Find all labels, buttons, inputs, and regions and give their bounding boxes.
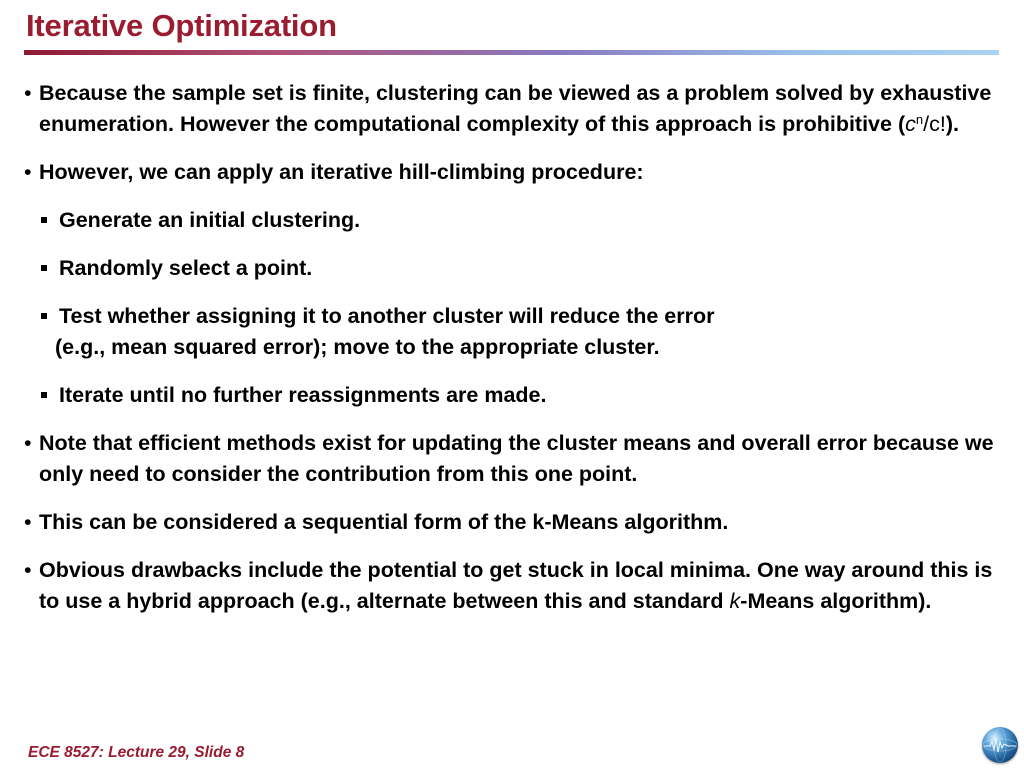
sub-bullet-item	[24, 253, 1009, 284]
sub-bullet-text: Generate an initial clustering.	[59, 208, 361, 232]
bullet-dot: •	[24, 431, 32, 455]
bullet-item	[24, 157, 1009, 188]
math-rest: /c!	[923, 112, 946, 136]
bullet-text-end: ).	[945, 112, 959, 136]
bullet-item	[24, 555, 1009, 617]
bullet-text: However, we can apply an iterative hill-climbing procedure:	[39, 160, 644, 184]
sub-bullet-text: Iterate until no further reassignments are made.	[59, 383, 547, 407]
sub-bullet-item	[24, 205, 1009, 236]
square-bullet-icon	[41, 392, 47, 398]
math-k: k	[729, 589, 741, 613]
bullet-dot: •	[24, 160, 32, 184]
bullet-text: This can be considered a sequential form of the k-Means algorithm.	[39, 510, 729, 534]
bullet-dot: •	[24, 558, 32, 582]
sub-bullet-item	[24, 380, 1009, 411]
bullet-text: Obvious drawbacks include the potential to get stuck in local minima. One way around this is to use a hybrid approach (e.g., alternate between this and standard	[39, 558, 993, 613]
bullet-text: Because the sample set is finite, clustering can be viewed as a problem solved by exhaustive enumeration. However the computational complexity of this approach is prohibitive (	[39, 81, 992, 136]
sub-bullet-text: Test whether assigning it to another cluster will reduce the error	[59, 304, 715, 328]
bullet-item	[24, 507, 1009, 538]
sub-bullet-text-line2: (e.g., mean squared error); move to the appropriate cluster.	[55, 335, 660, 359]
bullet-dot: •	[24, 81, 32, 105]
square-bullet-icon	[41, 217, 47, 223]
bullet-item	[24, 428, 1009, 490]
square-bullet-icon	[41, 265, 47, 271]
math-base: c	[905, 112, 916, 136]
slide-title: Iterative Optimization	[26, 8, 337, 43]
bullet-text-end: -Means algorithm).	[740, 589, 932, 613]
slide-footer: ECE 8527: Lecture 29, Slide 8	[28, 744, 245, 761]
square-bullet-icon	[41, 313, 47, 319]
sub-bullet-text: Randomly select a point.	[59, 256, 313, 280]
sub-bullet-item	[24, 301, 1009, 363]
bullet-text: Note that efficient methods exist for updating the cluster means and overall error because we only need to consider the contribution from this one point.	[39, 431, 994, 486]
math-superscript: n	[915, 112, 924, 127]
globe-logo-icon	[982, 727, 1018, 763]
bullet-item	[24, 78, 1009, 140]
bullet-dot: •	[24, 510, 32, 534]
slide-content	[24, 78, 1009, 634]
title-divider	[24, 50, 999, 55]
